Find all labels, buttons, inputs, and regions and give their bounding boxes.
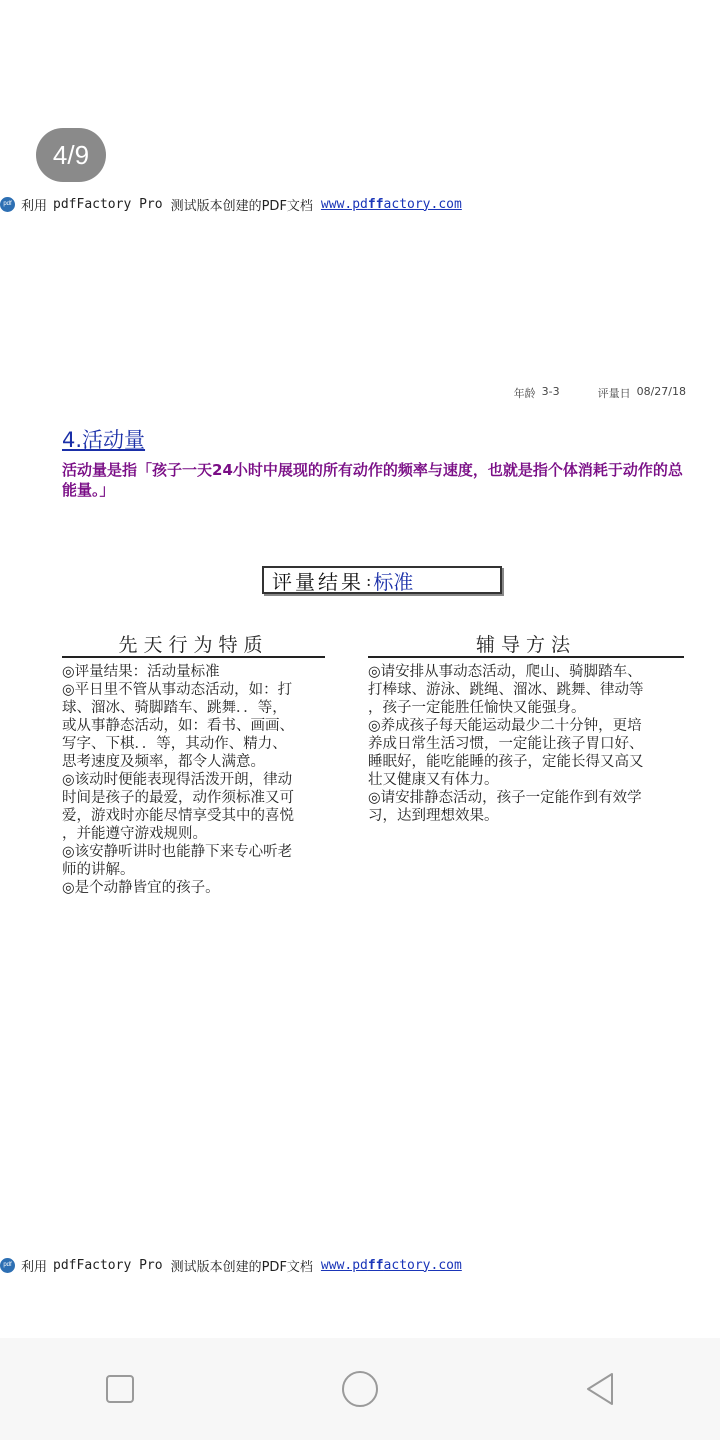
footer-link[interactable]: www.pdffactory.com (320, 1257, 462, 1273)
left-line: ◎平日里不管从事动态活动，如：打 (62, 682, 293, 698)
right-column-text (368, 663, 688, 825)
age-label: 年龄 (513, 387, 536, 400)
left-line: 师的讲解。 (62, 862, 135, 878)
left-line: ◎该动时便能表现得活泼开朗，律动 (62, 772, 293, 788)
right-line: 壮又健康又有体力。 (368, 772, 499, 788)
right-line: 养成日常生活习惯，一定能让孩子胃口好、 (368, 736, 644, 752)
result-box (262, 566, 502, 594)
right-line: 打棒球、游泳、跳绳、溜冰、跳舞、律动等 (368, 682, 644, 698)
right-line: 睡眠好，能吃能睡的孩子，定能长得又高又 (368, 754, 644, 770)
right-line: ，孩子一定能胜任愉快又能强身。 (368, 700, 586, 716)
left-line: 或从事静态活动，如：看书、画画、 (62, 718, 294, 734)
right-line: ◎养成孩子每天能运动最少二十分钟，更培 (368, 718, 642, 734)
left-line: 时间是孩子的最爱，动作须标准又可 (62, 790, 294, 806)
left-line: ，并能遵守游戏规则。 (62, 826, 207, 842)
system-navigation-bar (0, 1338, 720, 1440)
right-column-heading: 辅导方法 (368, 630, 684, 658)
circle-icon (341, 1370, 379, 1408)
home-button[interactable] (340, 1369, 380, 1409)
left-line: ◎是个动静皆宜的孩子。 (62, 880, 220, 896)
left-column-heading: 先天行为特质 (62, 630, 325, 658)
recent-apps-button[interactable] (100, 1369, 140, 1409)
right-line: ◎请安排从事动态活动，爬山、骑脚踏车、 (368, 664, 642, 680)
page-indicator: 4/9 (36, 128, 106, 182)
left-line: 球、溜冰、骑脚踏车、跳舞．．等， (62, 700, 287, 716)
date-value: 08/27/18 (636, 385, 686, 398)
left-line: 思考速度及频率，都令人满意。 (62, 754, 265, 770)
left-column-text (62, 663, 332, 897)
square-icon (105, 1374, 135, 1404)
left-line: ◎评量结果：活动量标准 (62, 664, 220, 680)
right-line: ◎请安排静态活动，孩子一定能作到有效学 (368, 790, 642, 806)
footer-brand: pdfFactory Pro (53, 196, 163, 212)
section-title: 4.活动量 (62, 428, 146, 452)
footer-brand: pdfFactory Pro (53, 1257, 163, 1273)
meta-row (514, 385, 686, 401)
footer-prefix: 利用 (21, 198, 48, 214)
footer-suffix: 测试版本创建的PDF文档 (170, 1259, 313, 1275)
result-value: 标准 (373, 569, 414, 594)
pdffactory-logo-icon: pdf (0, 1258, 15, 1273)
footer-prefix: 利用 (21, 1259, 48, 1275)
back-triangle-icon (584, 1372, 616, 1406)
left-line: 爱，游戏时亦能尽情享受其中的喜悦 (62, 808, 294, 824)
footer-link[interactable]: www.pdffactory.com (320, 196, 462, 212)
age-value: 3-3 (541, 385, 560, 398)
section-definition: 活动量是指「孩子一天24小时中展现的所有动作的频率与速度，也就是指个体消耗于动作的总能量。」 (62, 461, 683, 499)
pdf-footer-bottom (0, 1255, 462, 1275)
footer-suffix: 测试版本创建的PDF文档 (170, 198, 313, 214)
date-label: 评量日 (597, 387, 631, 400)
pdf-footer-top (0, 194, 462, 214)
result-label: 评量结果 (272, 569, 364, 594)
back-button[interactable] (580, 1369, 620, 1409)
left-line: ◎该安静听讲时也能静下来专心听老 (62, 844, 293, 860)
pdffactory-logo-icon: pdf (0, 197, 15, 212)
result-colon: : (366, 570, 372, 590)
right-line: 习，达到理想效果。 (368, 808, 499, 824)
left-line: 写字、下棋．．等，其动作、精力、 (62, 736, 287, 752)
